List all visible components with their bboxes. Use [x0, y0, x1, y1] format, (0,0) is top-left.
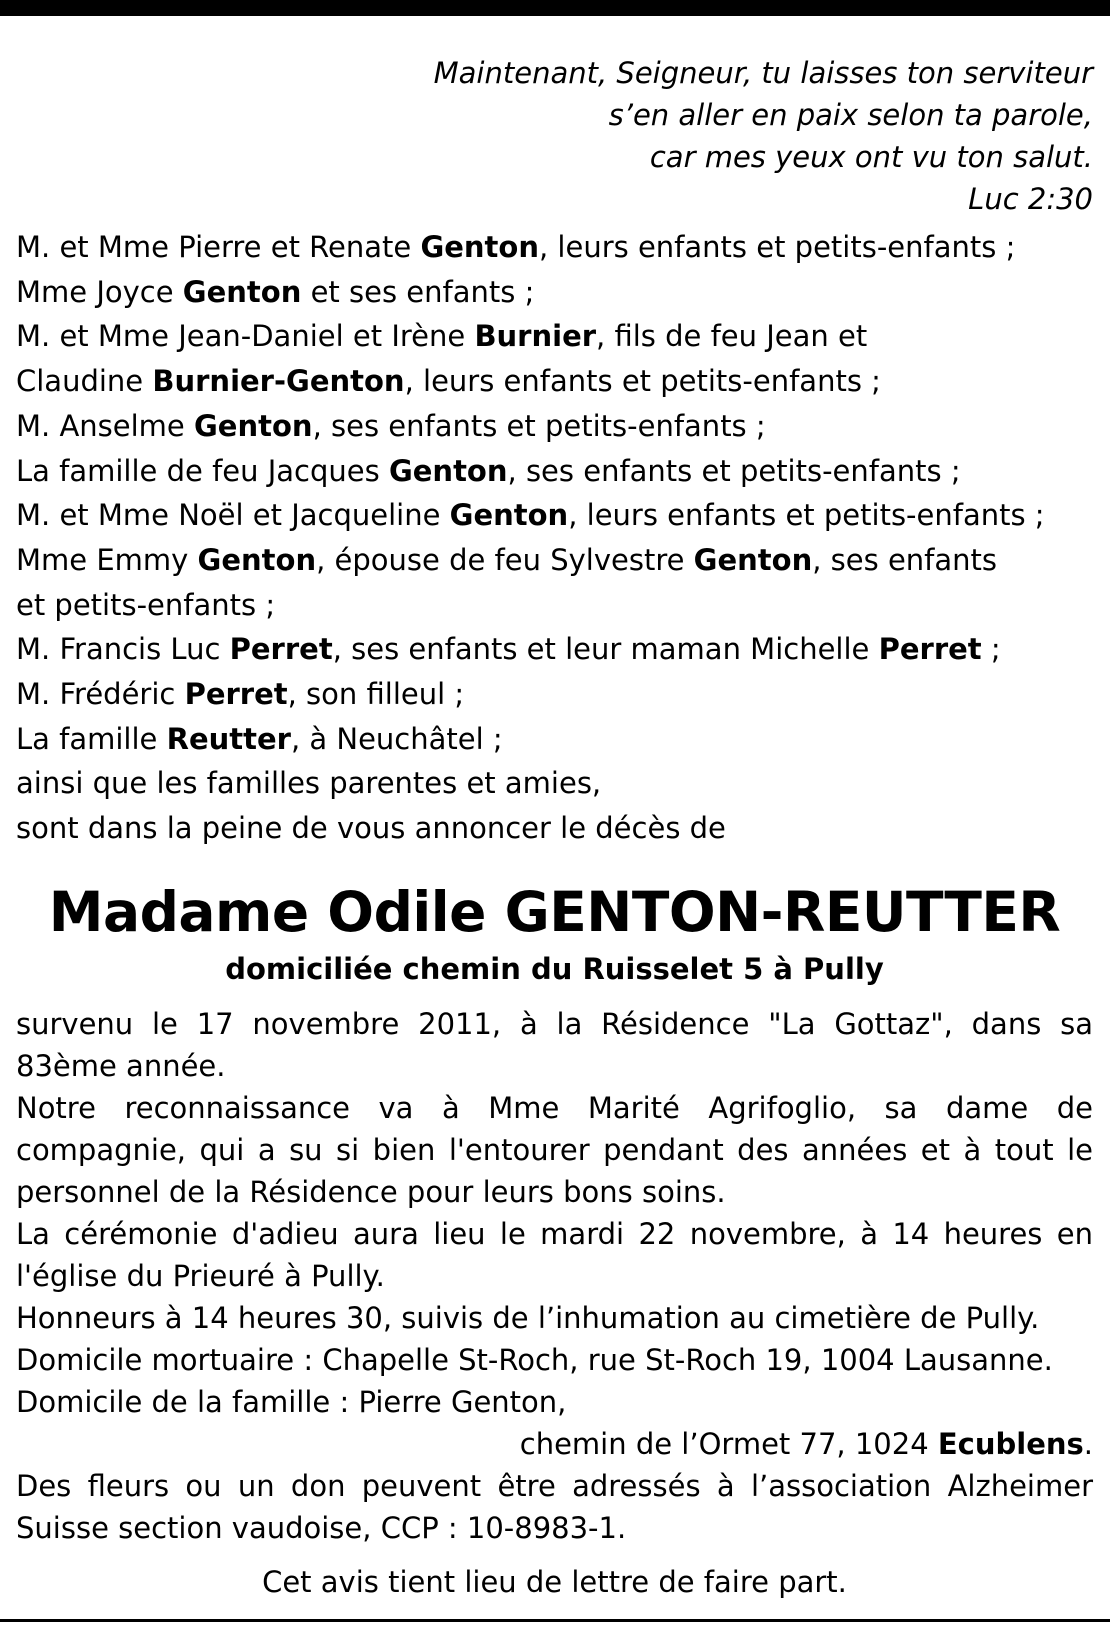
family-line: M. Francis Luc Perret, ses enfants et leur maman Michelle Perret ; [16, 632, 1001, 667]
family-surname: Burnier [474, 319, 597, 354]
family-surname: Genton [420, 230, 539, 264]
paragraph: Domicile de la famille : Pierre Genton, [16, 1384, 567, 1419]
family-line: Mme Joyce Genton et ses enfants ; [16, 274, 535, 309]
family-line: sont dans la peine de vous annoncer le décès de [16, 811, 726, 846]
obituary-notice [16, 52, 1093, 1603]
family-surname: Perret [229, 632, 333, 667]
family-surname: Genton [182, 274, 302, 309]
family-surname: Reutter [166, 721, 291, 756]
verse-reference: Luc 2:30 [968, 182, 1093, 216]
family-surname: Genton [388, 453, 508, 488]
deceased-address: domiciliée chemin du Ruisselet 5 à Pully [225, 951, 884, 986]
family-surname: Genton [197, 542, 317, 577]
notice-body [16, 1003, 1093, 1549]
bottom-border [0, 1619, 1110, 1622]
family-address: chemin de l’Ormet 77, 1024 Ecublens. [519, 1426, 1093, 1461]
paragraph: Domicile mortuaire : Chapelle St-Roch, rue St-Roch 19, 1004 Lausanne. [16, 1342, 1053, 1377]
bible-verse [16, 52, 1093, 220]
family-surname: Perret [184, 677, 288, 712]
family-line: M. et Mme Pierre et Renate Genton, leurs enfants et petits-enfants ; [16, 230, 1016, 264]
family-line: La famille Reutter, à Neuchâtel ; [16, 721, 503, 756]
family-surname: Genton [449, 498, 569, 533]
paragraph: survenu le 17 novembre 2011, à la Résidence "La Gottaz", dans sa 83ème année. [16, 1006, 1093, 1083]
family-surname: Genton [693, 542, 813, 577]
family-surname: Genton [194, 408, 313, 443]
family-line: M. Anselme Genton, ses enfants et petits-enfants ; [16, 408, 766, 443]
verse-line: s’en aller en paix selon ta parole, [608, 98, 1093, 132]
family-line: M. et Mme Jean-Daniel et Irène Burnier, fils de feu Jean et [16, 319, 868, 354]
deceased-name: Madame Odile GENTON-REUTTER [48, 879, 1061, 944]
family-surname: Perret [878, 632, 982, 667]
family-line: ainsi que les familles parentes et amies, [16, 766, 602, 801]
family-line: La famille de feu Jacques Genton, ses enfants et petits-enfants ; [16, 453, 961, 488]
family-surname: Burnier-Genton [152, 364, 405, 399]
family-list [16, 225, 1093, 851]
town-name: Ecublens [937, 1426, 1084, 1461]
top-border [0, 0, 1110, 16]
verse-line: Maintenant, Seigneur, tu laisses ton serviteur [433, 56, 1093, 90]
family-line: M. et Mme Noël et Jacqueline Genton, leurs enfants et petits-enfants ; [16, 498, 1045, 533]
paragraph: La cérémonie d'adieu aura lieu le mardi 22 novembre, à 14 heures en l'église du Prieuré à Pully. [16, 1216, 1093, 1293]
paragraph: Notre reconnaissance va à Mme Marité Agrifoglio, sa dame de compagnie, qui a su si bien l'entourer pendant des années et à tout le personnel de la Résidence pour leurs bons soins. [16, 1090, 1093, 1209]
family-line: Claudine Burnier-Genton, leurs enfants et petits-enfants ; [16, 364, 881, 399]
verse-line: car mes yeux ont vu ton salut. [649, 140, 1093, 174]
paragraph: Honneurs à 14 heures 30, suivis de l’inhumation au cimetière de Pully. [16, 1300, 1040, 1335]
family-line: Mme Emmy Genton, épouse de feu Sylvestre Genton, ses enfants et petits-enfants ; [16, 542, 998, 622]
paragraph: Des fleurs ou un don peuvent être adressés à l’association Alzheimer Suisse section vaudoise, CCP : 10-8983-1. [16, 1468, 1093, 1545]
family-line: M. Frédéric Perret, son filleul ; [16, 677, 465, 712]
closing-line: Cet avis tient lieu de lettre de faire part. [262, 1564, 847, 1599]
